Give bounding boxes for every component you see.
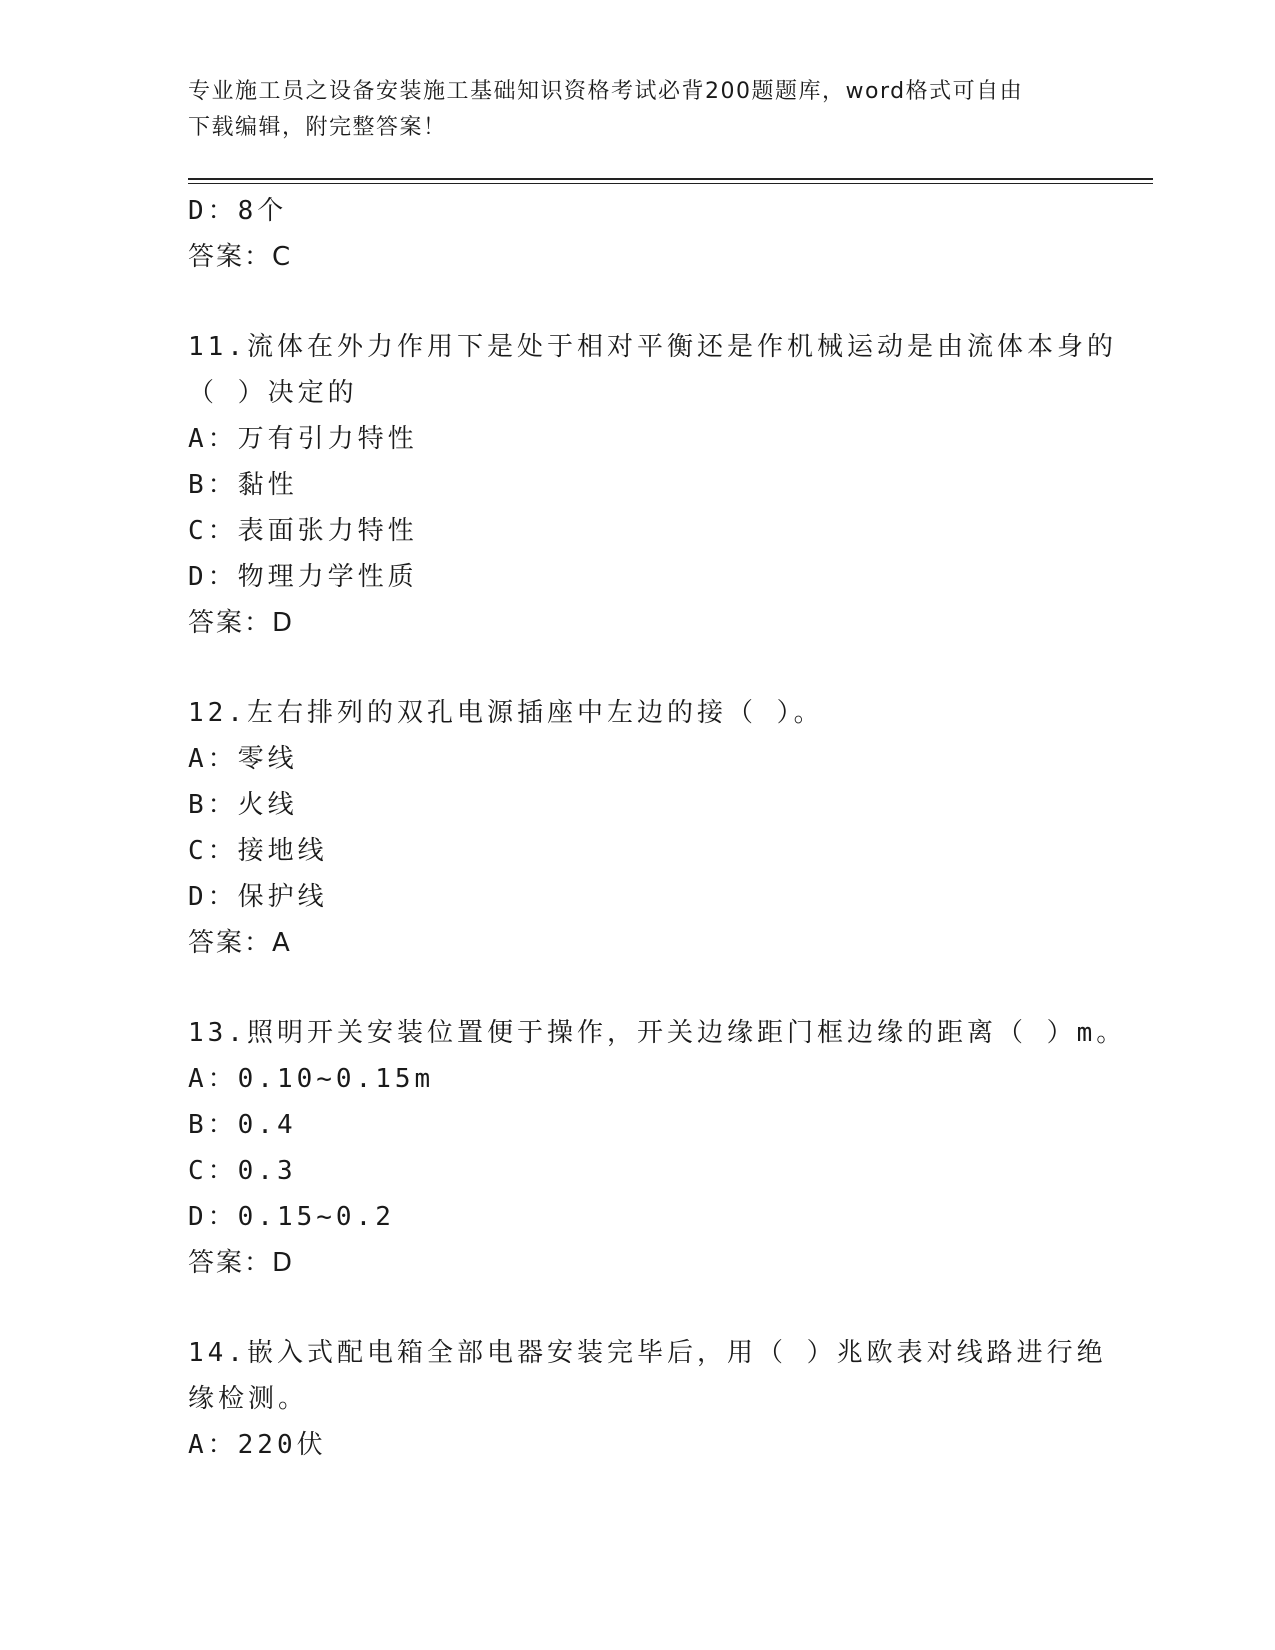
option-c: C：接地线 (188, 836, 328, 866)
option-a: A：0.10~0.15m (188, 1064, 435, 1094)
option-c: C：0.3 (188, 1156, 297, 1186)
header-line-2: 下载编辑，附完整答案！ (188, 115, 447, 140)
answer: 答案：A (188, 928, 292, 958)
option-d: D：8个 (188, 196, 288, 226)
option-b: B：黏性 (188, 470, 298, 500)
option-a: A：220伏 (188, 1430, 327, 1460)
header-divider-thick (188, 178, 1153, 180)
option-d: D：0.15~0.2 (188, 1202, 395, 1232)
question-stem-continued: 缘检测。 (188, 1384, 309, 1414)
question-list (188, 188, 1127, 1468)
option-a: A：零线 (188, 744, 298, 774)
question-12 (188, 690, 1088, 966)
document-header (188, 74, 1068, 146)
option-c: C：表面张力特性 (188, 516, 418, 546)
option-a: A：万有引力特性 (188, 424, 418, 454)
question-11 (188, 324, 1117, 646)
header-line-1: 专业施工员之设备安装施工基础知识资格考试必背200题题库，word格式可自由 (188, 79, 1024, 104)
question-stem: 12.左右排列的双孔电源插座中左边的接（ ）。 (188, 698, 824, 728)
question-stem-continued: （ ）决定的 (188, 378, 358, 408)
question-10-tail (188, 188, 1088, 280)
option-b: B：0.4 (188, 1110, 297, 1140)
question-13 (188, 1010, 1127, 1286)
answer: 答案：C (188, 242, 293, 272)
answer: 答案：D (188, 608, 295, 638)
header-divider-thin (188, 183, 1153, 184)
option-b: B：火线 (188, 790, 298, 820)
question-stem: 11.流体在外力作用下是处于相对平衡还是作机械运动是由流体本身的 (188, 332, 1117, 362)
option-d: D：保护线 (188, 882, 328, 912)
question-stem: 14.嵌入式配电箱全部电器安装完毕后，用（ ）兆欧表对线路进行绝 (188, 1338, 1107, 1368)
answer: 答案：D (188, 1248, 295, 1278)
question-14 (188, 1330, 1107, 1468)
question-stem: 13.照明开关安装位置便于操作，开关边缘距门框边缘的距离（ ）m。 (188, 1018, 1127, 1048)
option-d: D：物理力学性质 (188, 562, 418, 592)
